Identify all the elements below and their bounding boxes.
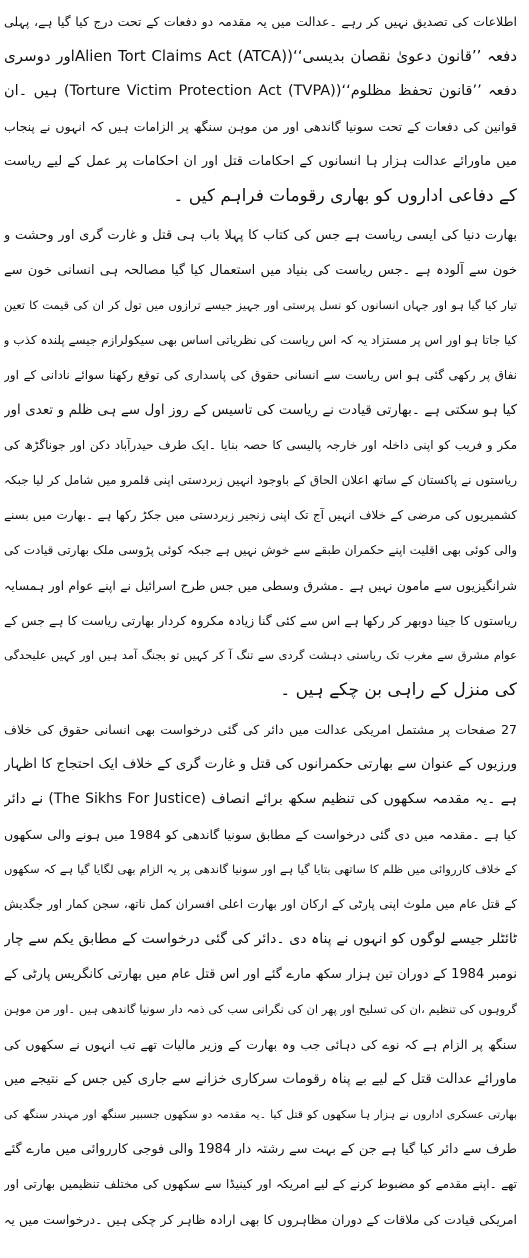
text-line: ماورائے عدالت قتل کے لیے بے پناہ رقومات سرکاری خزانے سے جاری کیں جس کے نتیجے میں bbox=[4, 1071, 517, 1087]
text-line: قوانین کی دفعات کے تحت سونیا گاندھی اور من موہن سنگھ پر الزامات ہیں کہ انہوں نے پنجاب bbox=[4, 119, 517, 134]
text-line: ورزیوں کے عنوان سے بھارتی حکمرانوں کی قتل و غارت گری کے خلاف ایک احتجاج کا اظہار bbox=[4, 756, 517, 772]
text-line: کے خلاف کارروائی میں ظلم کا ساتھی بتایا گیا ہے اور سونیا گاندھی پر یہ الزام بھی لگایا گیا ہے کہ سکھوں bbox=[4, 862, 517, 876]
text-line: کی منزل کے راہی بن چکے ہیں ۔ bbox=[280, 680, 517, 700]
text-line: طرف سے دائر کیا گیا ہے جن کے بہت سے رشتہ دار 1984 والی فوجی کارروائی میں مارے گئے bbox=[4, 1142, 517, 1157]
text-line: امریکی قیادت کی ملاقات کے دوران مظاہروں کا بھی ارادہ ظاہر کر چکی ہیں ۔درخواست میں یہ bbox=[4, 1212, 517, 1227]
text-line: تھے ۔اپنے مقدمے کو مضبوط کرنے کے لیے امریکہ اور کینیڈا سے سکھوں کی مختلف تنظیمیں بھارتی اور bbox=[4, 1177, 517, 1191]
paragraph-3 bbox=[4, 712, 517, 1237]
text-line: خون سے آلودہ ہے ۔جس ریاست کی بنیاد میں استعمال کیا گیا مصالحہ ہی انسانی خون سے bbox=[4, 263, 517, 278]
text-line: کے دفاعی اداروں کو بھاری رقومات فراہم کیں ۔ bbox=[173, 186, 517, 206]
text-line: بھارت دنیا کی ایسی ریاست ہے جس کی کتاب کا پہلا باب ہی قتل و غارت گری اور وحشت و bbox=[4, 228, 517, 243]
paragraph-1 bbox=[4, 4, 517, 214]
text-line: سنگھ پر الزام ہے کہ نوے کی دہائی جب وہ بھارت کے وزیر مالیات تھے تب انہوں نے سکھوں کی bbox=[4, 1037, 517, 1052]
text-line: کیا ہے ۔مقدمہ میں دی گئی درخواست کے مطابق سونیا گاندھی کو 1984 میں ہونے والی سکھوں bbox=[4, 827, 517, 842]
text-line: کیا جاتا ہو اور اس پر مستزاد یہ کہ اس ریاست کی نظریاتی اساس بھی سیکولرازم جیسے پلندہ کذب و bbox=[4, 333, 517, 347]
text-line: ریاستوں نے پاکستان کے ساتھ اعلان الحاق کے باوجود انہیں زبردستی اپنی قلمرو میں شامل کر لیا جبکہ bbox=[4, 473, 517, 487]
text-line: شرانگیزیوں سے مامون نہیں ہے ۔مشرق وسطی میں جس طرح اسرائیل نے اپنے عوام اور ہمسایہ bbox=[4, 578, 517, 593]
text-line: کیا ہو سکتی ہے ۔بھارتی قیادت نے ریاست کی تاسیس کے روز اول سے ہی ظلم و تعدی اور bbox=[4, 402, 517, 418]
text-line: تیار کیا گیا ہو اور جہاں انسانوں کو نسل پرستی اور جہیز جیسے ترازوں میں تول کر ان کی قیمت کا تعین bbox=[4, 298, 517, 312]
text-line: مکر و فریب کو اپنی داخلہ اور خارجہ پالیسی کا حصہ بنایا ۔ایک طرف حیدرآباد دکن اور جوناگڑھ کی bbox=[4, 438, 517, 452]
text-line: کے قتل عام میں ملوث اپنی پارٹی کے ارکان اور بھارت اعلی افسران کمل ناتھ، سجن کمار اور جگدیش bbox=[4, 897, 517, 911]
text-line: ریاستوں کا جینا دوبھر کر رکھا ہے اس سے کئی گنا زیادہ مکروہ کردار بھارتی ریاست کا ہے جس کے bbox=[4, 613, 517, 628]
paragraph-2 bbox=[4, 218, 517, 708]
text-line: گروہوں کی تنظیم ،ان کی تسلیح اور پھر ان کی نگرانی سب کی ذمہ دار سونیا گاندھی ہیں ۔اور من موہن bbox=[4, 1002, 517, 1016]
text-line: میں ماورائے عدالت ہزار ہا انسانوں کے احکامات قتل اور ان احکامات پر عمل کے لیے ریاست bbox=[4, 154, 517, 169]
text-line: عوام مشرق سے مغرب تک ریاستی دہشت گردی سے تنگ آ کر کہیں تو بجنگ آمد ہیں اور کہیں علیحدگی bbox=[4, 648, 517, 662]
text-line: دفعہ ’’قانون تحفظ مظلوم‘‘(Torture Victim Protection Act (TVPA)) ہیں ۔ان bbox=[4, 83, 517, 99]
text-line: نومبر 1984 کے دوران تین ہزار سکھ مارے گئے اور اس قتل عام میں بھارتی کانگریس پارٹی کے bbox=[4, 967, 517, 982]
text-line: ٹائٹلر جیسے لوگوں کو انہوں نے پناہ دی ۔دائر کی گئی درخواست کے مطابق یکم سے چار bbox=[4, 931, 517, 947]
text-line: اطلاعات کی تصدیق نہیں کر رہے ۔عدالت میں یہ مقدمہ دو دفعات کے تحت درج کیا گیا ہے، پہلی bbox=[4, 14, 517, 29]
text-line: 27 صفحات پر مشتمل امریکی عدالت میں دائر کی گئی درخواست بھی انسانی حقوق کی خلاف bbox=[4, 722, 517, 737]
text-line: والی کوئی بھی اقلیت اپنے حکمران طبقے سے خوش نہیں ہے جبکہ کوئی پڑوسی ملک بھارتی قیادت کی bbox=[4, 543, 517, 557]
text-line: نفاق پر رکھی گئی ہو اس ریاست سے انسانی حقوق کی پاسداری کی توقع رکھنا سوائے نادانی کے اور bbox=[4, 368, 517, 382]
text-line: کشمیریوں کی مرضی کے خلاف انہیں آج تک اپنی زنجیر زبردستی میں جکڑ رکھا ہے ۔بھارت میں بسنے bbox=[4, 508, 517, 522]
text-line: دفعہ ’’قانون دعویٰ نقصان بدیسی‘‘(Alien Tort Claims Act (ATCA)اور دوسری bbox=[4, 47, 517, 65]
text-line: بھارتی عسکری اداروں نے ہزار ہا سکھوں کو قتل کیا ۔یہ مقدمہ دو سکھوں جسبیر سنگھ اور مہندر سنگھ کی bbox=[4, 1108, 517, 1121]
text-line: ہے ۔یہ مقدمہ سکھوں کی تنظیم سکھ برائے انصاف (The Sikhs For Justice) نے دائر bbox=[4, 791, 517, 807]
